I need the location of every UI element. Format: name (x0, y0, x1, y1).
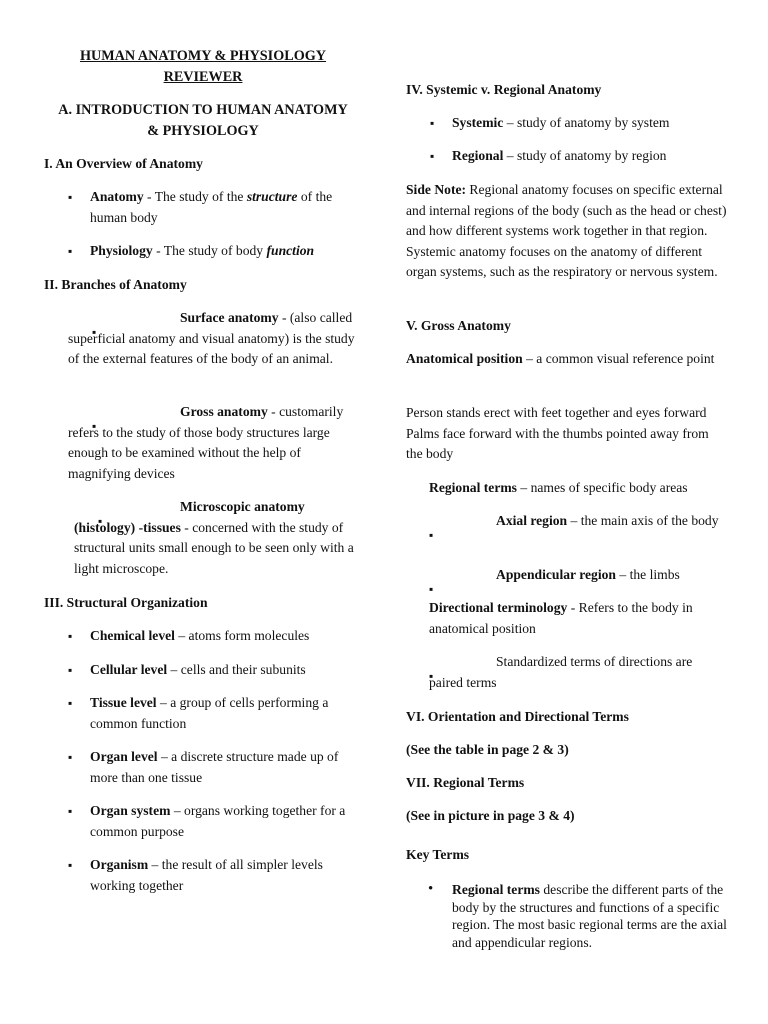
term-cellular-level: Cellular level (90, 662, 168, 677)
term-systemic: Systemic (452, 115, 504, 130)
systemic-heading: IV. Systemic v. Regional Anatomy (406, 82, 602, 97)
term-gross-anatomy: Gross anatomy (180, 404, 268, 419)
structural-heading: III. Structural Organization (44, 595, 208, 610)
physiology-text: - The study of body (152, 243, 267, 258)
regional-terms-heading: VII. Regional Terms (406, 775, 525, 790)
term-regional: Regional (452, 148, 504, 163)
term-directional-terminology: Directional terminology (429, 600, 568, 615)
cellular-level-text: – cells and their subunits (167, 662, 306, 677)
list-item-cellular-level (44, 660, 362, 681)
organism-text: – the result of all simpler levels working together (90, 857, 323, 893)
organ-system-text: – organs working together for a common purpose (90, 803, 346, 839)
side-note-label: Side Note: (406, 182, 467, 197)
key-terms-heading: Key Terms (406, 847, 470, 862)
list-item-chemical-level (44, 626, 362, 647)
regional-text: – study of anatomy by region (503, 148, 667, 163)
section-a-heading (44, 100, 362, 141)
anatomy-text-2: of the human body (90, 189, 333, 225)
list-item-organ-system (44, 801, 362, 842)
title-line-1: HUMAN ANATOMY & PHYSIOLOGY (79, 48, 327, 64)
chemical-level-text: – atoms form molecules (174, 628, 310, 643)
list-item-organism (44, 855, 362, 896)
anatomical-position-text: – a common visual reference point (522, 351, 715, 366)
key-term-text: describe the different parts of the body by the structures and functions of a specific region. The most basic regional terms are the axial and appendicular regions. (452, 882, 727, 950)
branches-heading: II. Branches of Anatomy (44, 277, 187, 292)
appendicular-region-text: – the limbs (615, 567, 680, 582)
list-item-standardized-terms (429, 652, 728, 693)
term-organism: Organism (90, 857, 149, 872)
term-regional-terms: Regional terms (429, 480, 517, 495)
term-organ-level: Organ level (90, 749, 158, 764)
term-surface-anatomy: Surface anatomy (180, 310, 279, 325)
list-item-microscopic-anatomy (74, 497, 362, 579)
list-item-appendicular-region (429, 565, 728, 586)
list-item-gross-anatomy (68, 402, 362, 484)
term-key-regional-terms: Regional terms (452, 882, 540, 897)
orientation-heading: VI. Orientation and Directional Terms (406, 709, 629, 724)
person-stands-text: Person stands erect with feet together and eyes forward Palms face forward with the thumbs pointed away from the body (406, 405, 709, 461)
systemic-text: – study of anatomy by system (503, 115, 670, 130)
tissue-level-text: – a group of cells performing a common function (90, 695, 329, 731)
term-organ-system: Organ system (90, 803, 171, 818)
term-axial-region: Axial region (496, 513, 568, 528)
list-item-physiology (44, 241, 362, 262)
side-note (406, 180, 728, 283)
overview-heading: I. An Overview of Anatomy (44, 156, 203, 171)
organ-level-text: – a discrete structure made up of more than one tissue (90, 749, 339, 785)
term-microscopic-anatomy: Microscopic anatomy (histology) -tissues (74, 499, 305, 535)
section-a-line-1: A. INTRODUCTION TO HUMAN ANATOMY (58, 102, 348, 118)
physiology-emphasis: function (266, 243, 315, 258)
standardized-terms-text: Standardized terms of directions are paired terms (429, 654, 693, 690)
regional-terms-note: (See in picture in page 3 & 4) (406, 808, 575, 823)
list-item-tissue-level (44, 693, 362, 734)
anatomical-position (406, 349, 728, 370)
list-item-organ-level (44, 747, 362, 788)
term-appendicular-region: Appendicular region (496, 567, 616, 582)
list-item-surface-anatomy (68, 308, 362, 370)
regional-terms-text: – names of specific body areas (516, 480, 688, 495)
list-item-axial-region (429, 511, 728, 532)
list-item-key-term (406, 881, 728, 951)
anatomy-emphasis: structure (246, 189, 298, 204)
directional-terminology-text: - Refers to the body in anatomical position (429, 600, 693, 636)
directional-terminology (429, 598, 728, 639)
anatomy-text-1: - The study of the (143, 189, 247, 204)
list-item-systemic (406, 113, 728, 134)
section-a-line-2: & PHYSIOLOGY (147, 122, 259, 139)
microscopic-anatomy-text: - concerned with the study of structural units small enough to be seen only with a light microscope. (74, 519, 354, 576)
term-physiology: Physiology (90, 243, 153, 258)
side-note-text: Regional anatomy focuses on specific external and internal regions of the body (such as the head or chest) and how different systems work together in that region. Systemic anatomy focuses on the anatomy of different organ systems, such as the respiratory or nervous system. (406, 182, 727, 279)
term-anatomical-position: Anatomical position (406, 351, 523, 366)
axial-region-text: – the main axis of the body (567, 513, 719, 528)
orientation-note: (See the table in page 2 & 3) (406, 742, 569, 757)
title-line-2: REVIEWER (163, 68, 243, 85)
surface-anatomy-text: - (also called superficial anatomy and visual anatomy) is the study of the external features of the body of an animal. (68, 310, 355, 366)
term-anatomy: Anatomy (90, 189, 144, 204)
gross-anatomy-text: - customarily refers to the study of those body structures large enough to be examined without the help of magnifying devices (68, 404, 344, 481)
regional-terms-definition (429, 478, 728, 499)
document-title (44, 46, 362, 87)
list-item-regional (406, 146, 728, 167)
term-chemical-level: Chemical level (90, 628, 175, 643)
list-item-anatomy (44, 187, 362, 228)
gross-anatomy-heading: V. Gross Anatomy (406, 318, 511, 333)
term-tissue-level: Tissue level (90, 695, 157, 710)
